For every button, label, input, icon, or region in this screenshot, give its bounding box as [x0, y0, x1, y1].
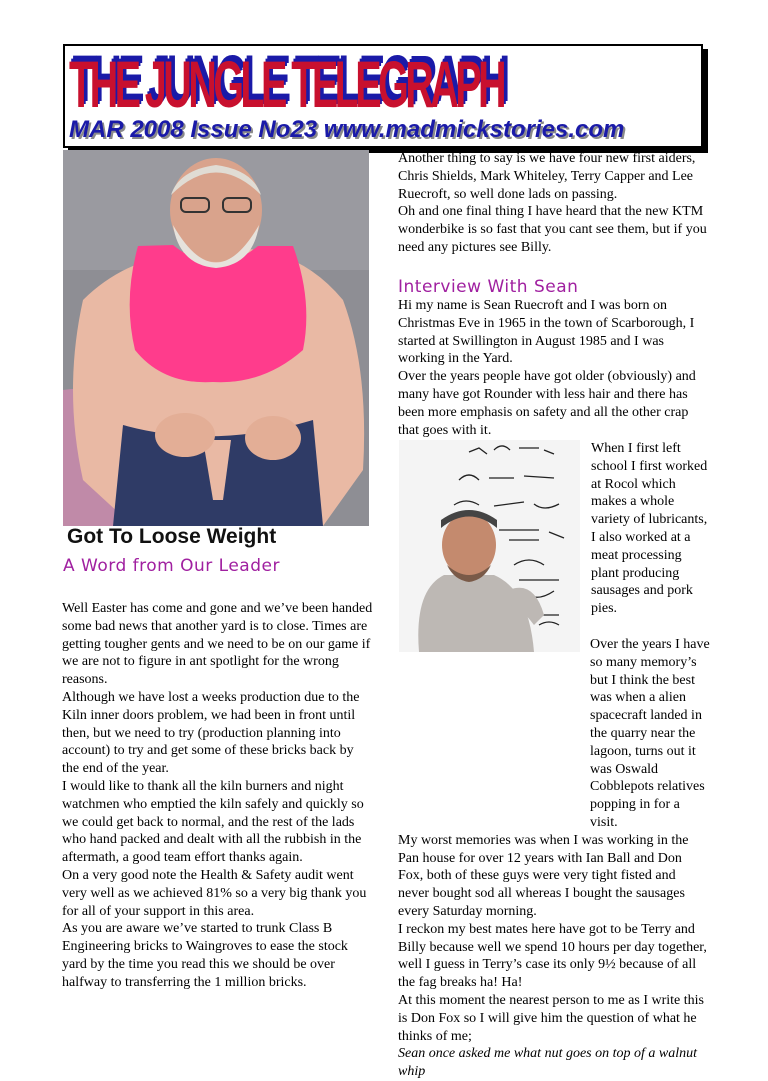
- weight-loss-illustration: [63, 150, 369, 526]
- interview-paragraph: My worst memories was when I was working in the Pan house for over 12 years with Ian Ball and Don Fox, both of these guys were very tight fisted and never bought sod all whereas I bought the sausages every Saturday morning.: [398, 832, 689, 919]
- sean-photo: [399, 440, 580, 652]
- leader-paragraph: Although we have lost a weeks production due to the Kiln inner doors problem, we had been in front until then, but we need to try (production planning into account) to try and get some of these bricks back by the end of the year.: [62, 689, 360, 777]
- masthead: [63, 44, 703, 148]
- news-paragraph: Another thing to say is we have four new first aiders, Chris Shields, Mark Whiteley, Terry Capper and Lee Ruecroft, so well done lads on passing.: [398, 151, 696, 202]
- interview-intro: [398, 297, 708, 439]
- interview-paragraph: At this moment the nearest person to me as I write this is Don Fox so I will give him the question of what he thinks of me;: [398, 992, 704, 1044]
- newsletter-title: THE JUNGLE TELEGRAPH: [69, 47, 504, 121]
- weight-loss-photo: [63, 150, 369, 526]
- interview-heading: Interview With Sean: [398, 277, 579, 297]
- leader-paragraph: Well Easter has come and gone and we’ve been handed some bad news that another yard is to close. Times are getting tougher gents and we need to be on our game if we are not to figure in ant spotlight for the wrong reasons.: [62, 601, 373, 688]
- news-paragraph: Oh and one final thing I have heard that the new KTM wonderbike is so fast that you cant see them, but if you need any pictures see Billy.: [398, 204, 707, 255]
- interview-continued: [398, 636, 710, 1081]
- interview-paragraph: Hi my name is Sean Ruecroft and I was born on Christmas Eve in 1965 in the town of Scarborough, I started at Swillington in August 1985 and I was working in the Yard.: [398, 298, 695, 367]
- photo-caption: Got To Loose Weight: [67, 525, 277, 548]
- leader-heading: A Word from Our Leader: [63, 556, 280, 576]
- interview-paragraph: [398, 636, 710, 832]
- interview-closing-quote: Sean once asked me what nut goes on top of a walnut whip: [398, 1046, 698, 1080]
- whiteboard-illustration: [399, 440, 580, 652]
- sean-face: [442, 513, 496, 577]
- interview-memories: Over the years I have so many memory’s but I think the best was when a alien spacecraft landed in the quarry near the lagoon, turns out it was Oswald Cobblepots relatives popping in for a visit.: [590, 637, 710, 830]
- interview-paragraph: Over the years people have got older (obviously) and many have got Rounder with less hair and there has been more emphasis on safety and all the other crap that goes with it.: [398, 369, 696, 438]
- interview-wrap-text: When I first left school I first worked at Rocol which makes a whole variety of lubricants, I also worked at a meat processing plant producing sausages and pork pies.: [591, 441, 708, 617]
- leader-paragraph: On a very good note the Health & Safety audit went very well as we achieved 81% so a very big thank you for all of your support in this area.: [62, 867, 367, 919]
- leader-article: [62, 600, 374, 992]
- interview-paragraph: I reckon my best mates here have got to be Terry and Billy because well we spend 10 hours per day together, well I guess in Terry’s case its only 9½ because of all the fag breaks ha! Ha!: [398, 921, 707, 991]
- leader-paragraph: I would like to thank all the kiln burners and night watchmen who emptied the kiln safely and quickly so we could get back to normal, and the rest of the lads who hand packed and dealt with all the rubbish in the aftermath, a good team effort thanks again.: [62, 778, 364, 866]
- leader-paragraph: As you are aware we’ve started to trunk Class B Engineering bricks to Waingroves to ease the stock yard by the time you read this we should be over halfway to transferring the 1 million bricks.: [62, 921, 348, 990]
- news-notes: [398, 150, 708, 257]
- issue-line: MAR 2008 Issue No23 www.madmickstories.com: [69, 116, 625, 143]
